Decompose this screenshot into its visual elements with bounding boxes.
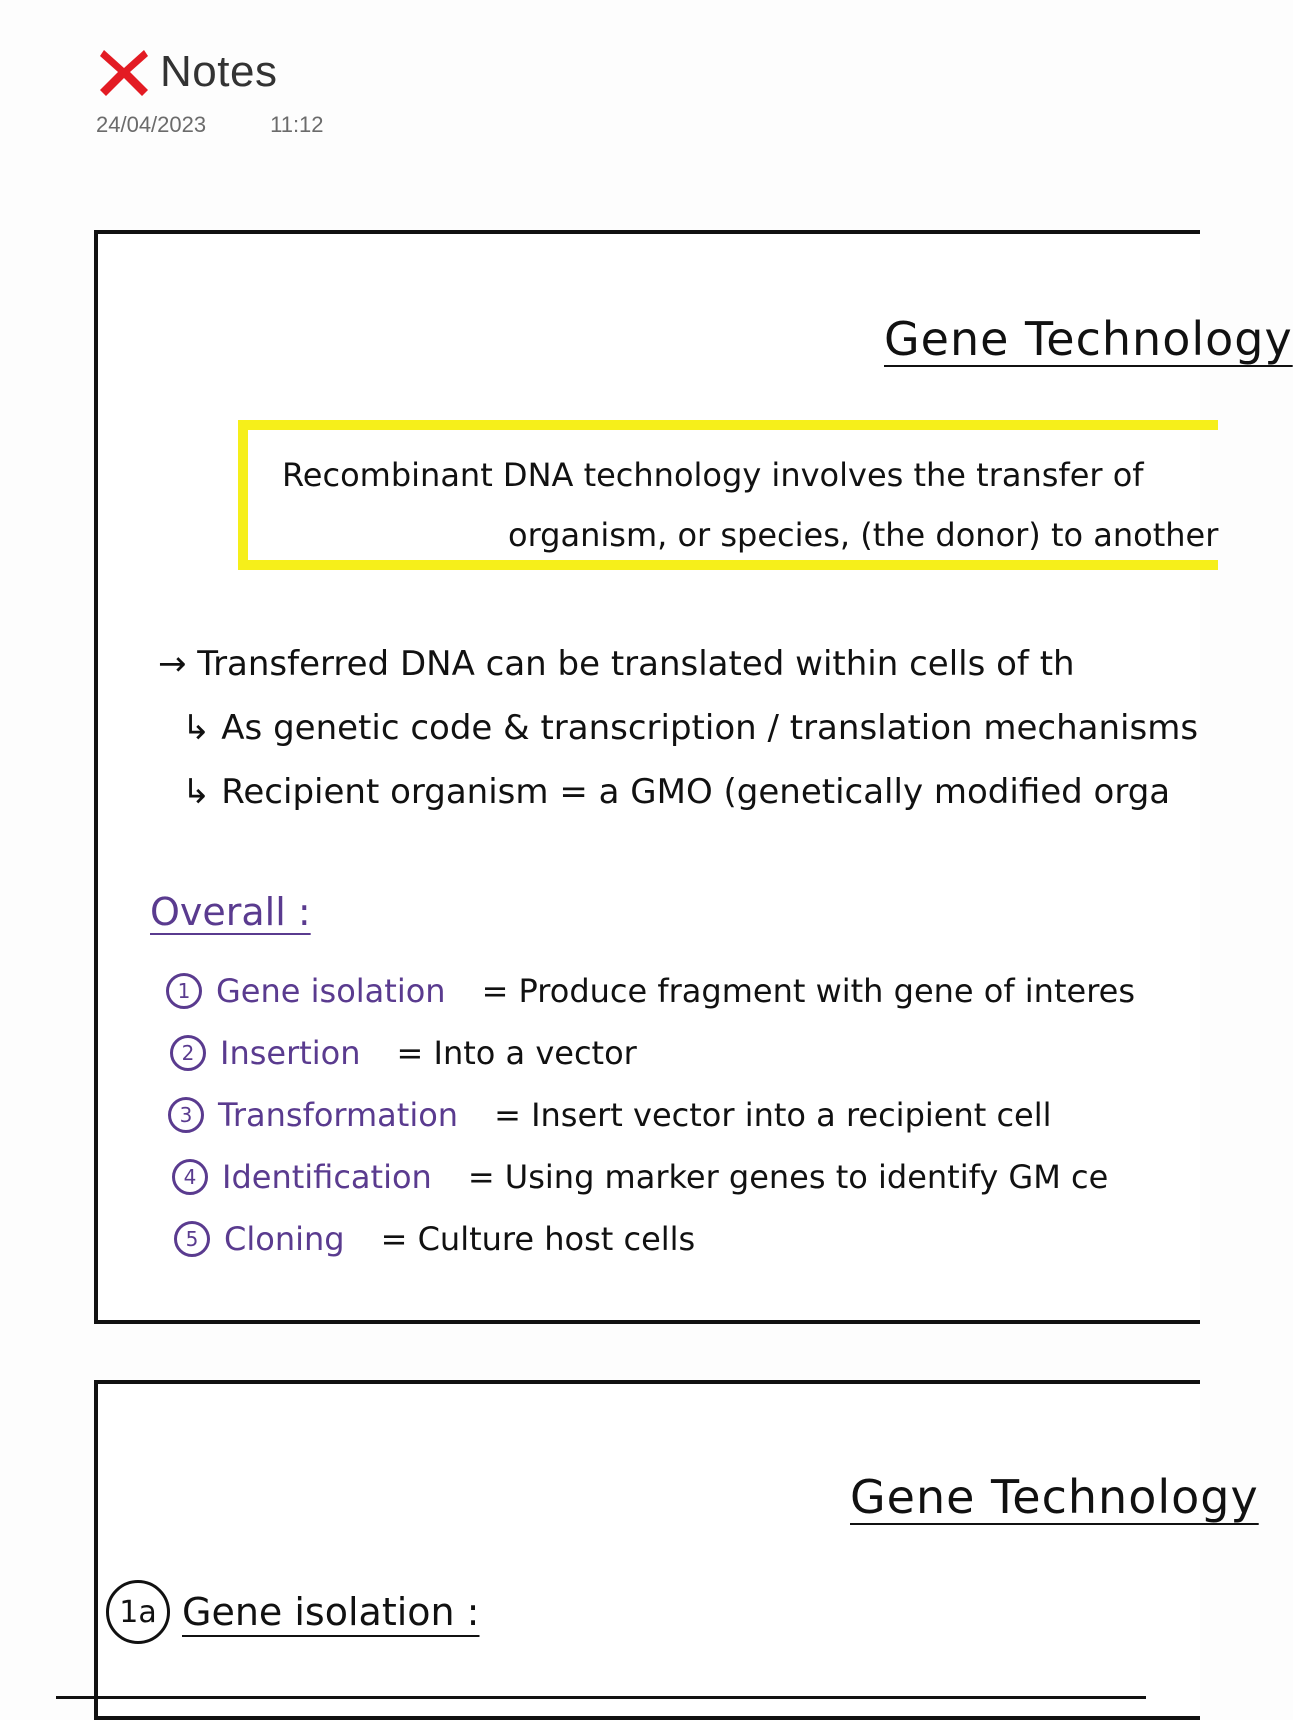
step-item — [166, 972, 1135, 1010]
step-number: 5 — [174, 1221, 210, 1257]
step-item — [174, 1220, 695, 1258]
app-title: Notes — [160, 47, 278, 96]
app-brand — [96, 44, 324, 100]
note-time: 11:12 — [270, 112, 324, 137]
overall-label: Overall : — [150, 890, 311, 934]
step-description: = Into a vector — [396, 1034, 637, 1072]
section-title: Gene isolation : — [182, 1590, 480, 1634]
step-description: = Insert vector into a recipient cell — [494, 1096, 1052, 1134]
step-name: Gene isolation — [216, 972, 446, 1010]
page-heading: Gene Technology — [884, 312, 1293, 366]
step-number: 1 — [166, 973, 202, 1009]
step-name: Insertion — [220, 1034, 361, 1072]
step-description: = Produce fragment with gene of interes — [481, 972, 1135, 1010]
step-number: 4 — [172, 1159, 208, 1195]
note-date: 24/04/2023 — [96, 112, 207, 137]
divider — [56, 1696, 1146, 1699]
step-name: Cloning — [224, 1220, 345, 1258]
step-item — [168, 1096, 1052, 1134]
step-number: 2 — [170, 1035, 206, 1071]
section-number: 1a — [106, 1580, 170, 1644]
definition-line-2: organism, or species, (the donor) to another — [508, 516, 1219, 554]
bullet-line-1: → Transferred DNA can be translated within cells of th — [158, 644, 1075, 684]
note-meta — [96, 112, 324, 138]
step-description: = Culture host cells — [380, 1220, 696, 1258]
note-page-2 — [94, 1380, 1259, 1720]
note-page-1 — [94, 230, 1293, 1324]
notes-header — [96, 44, 324, 138]
step-name: Transformation — [218, 1096, 459, 1134]
step-item — [170, 1034, 637, 1072]
section-heading — [106, 1580, 480, 1644]
definition-line-1: Recombinant DNA technology involves the transfer of — [282, 456, 1144, 494]
bullet-line-3: ↳ Recipient organism = a GMO (genetically modified orga — [182, 772, 1171, 812]
step-name: Identification — [222, 1158, 432, 1196]
step-item — [172, 1158, 1108, 1196]
page-heading: Gene Technology — [850, 1470, 1259, 1524]
close-x-icon — [96, 44, 152, 100]
bullet-line-2: ↳ As genetic code & transcription / translation mechanisms — [182, 708, 1199, 748]
step-description: = Using marker genes to identify GM ce — [467, 1158, 1109, 1196]
step-number: 3 — [168, 1097, 204, 1133]
